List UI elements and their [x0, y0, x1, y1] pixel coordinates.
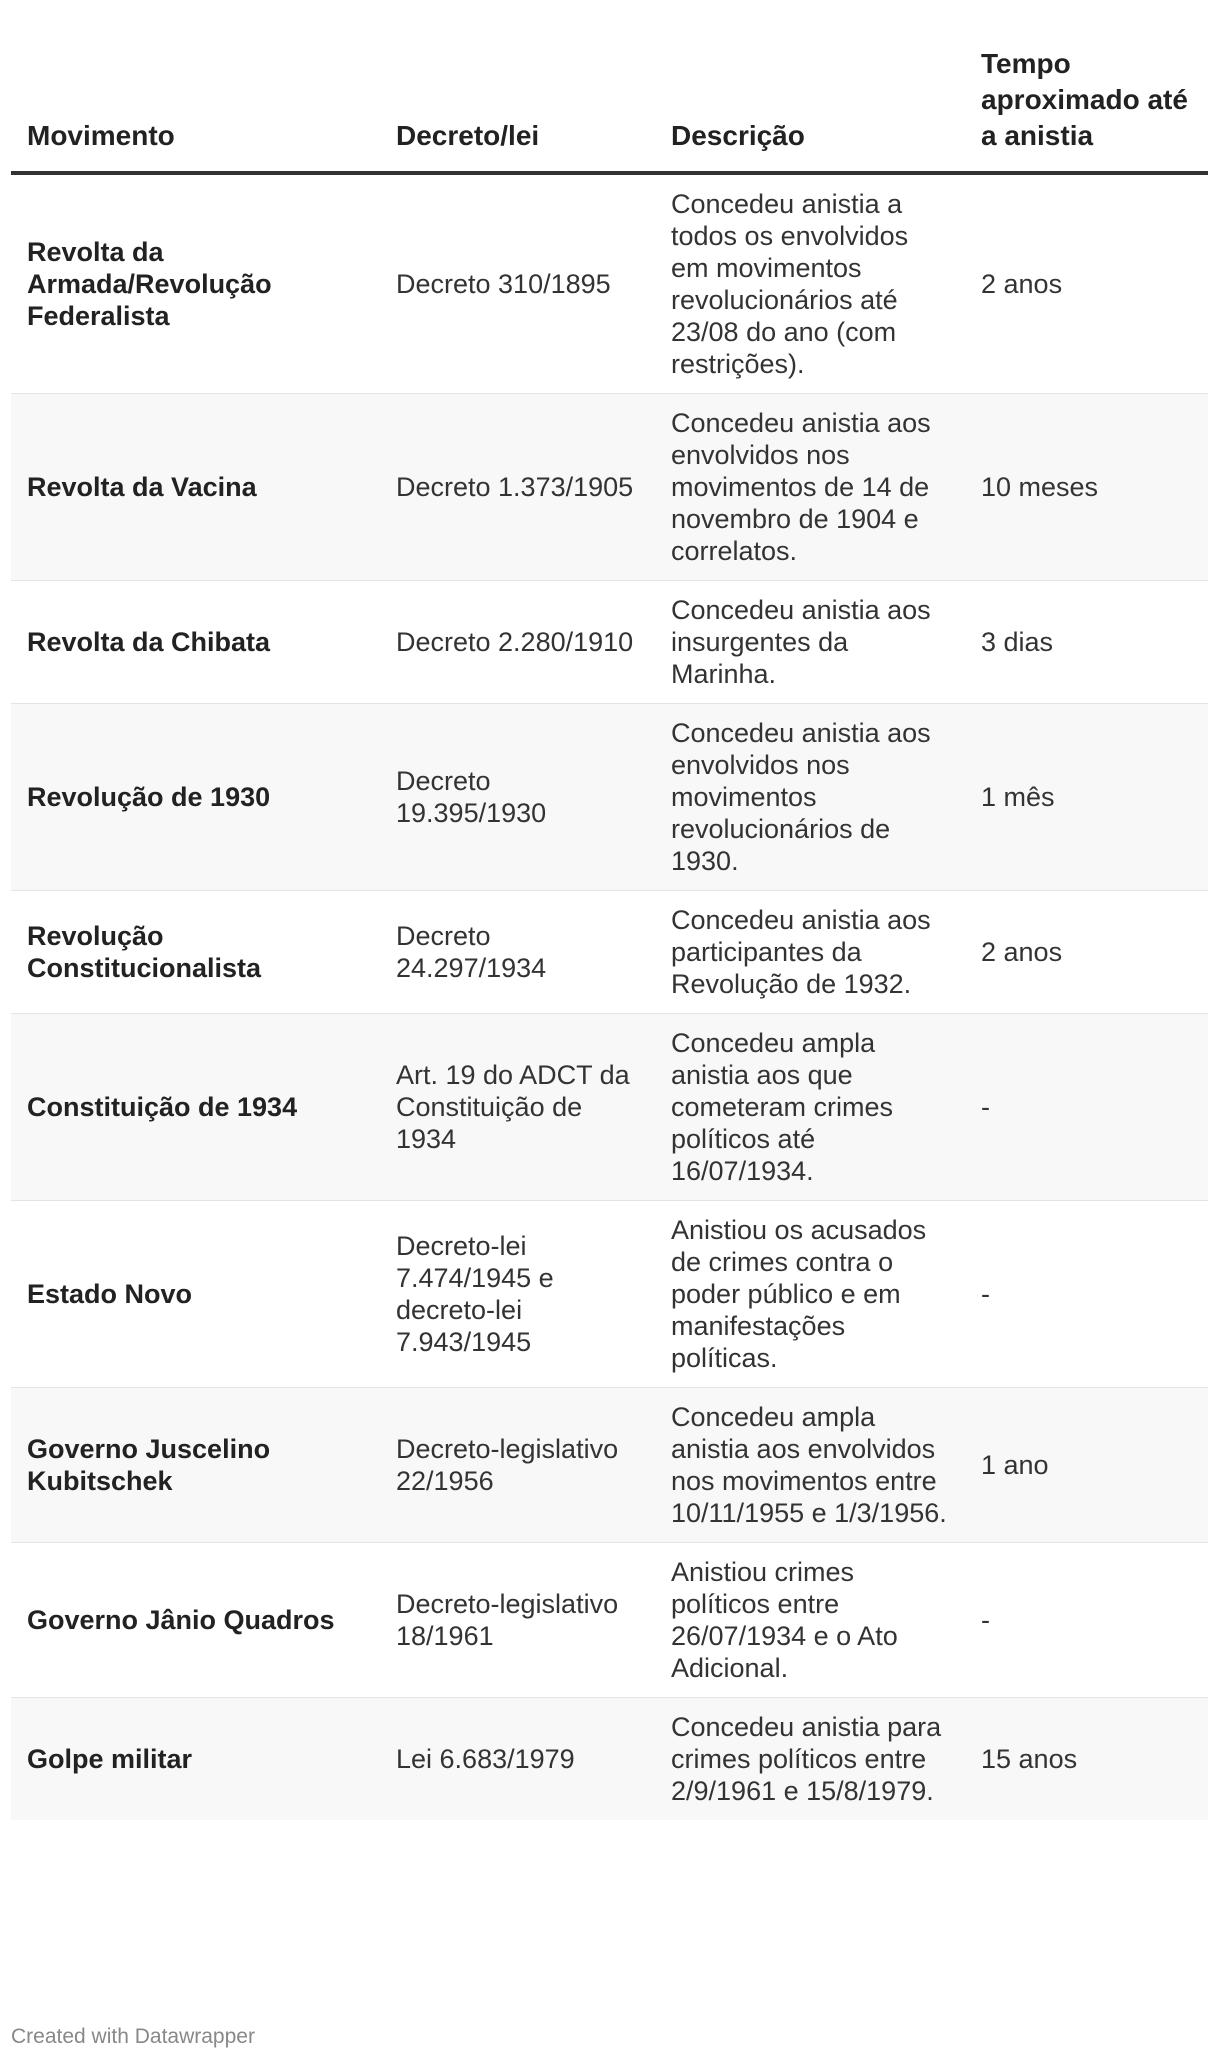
- table-row: [11, 1014, 1208, 1201]
- cell-movimento: Revolução de 1930: [11, 704, 380, 891]
- cell-movimento: Governo Juscelino Kubitschek: [11, 1388, 380, 1543]
- table-row: [11, 173, 1208, 394]
- cell-decreto: Decreto-legislativo 22/1956: [380, 1388, 655, 1543]
- cell-descricao: Concedeu anistia aos envolvidos nos movimentos de 14 de novembro de 1904 e correlatos.: [655, 394, 965, 581]
- cell-movimento: Revolta da Armada/Revolução Federalista: [11, 173, 380, 394]
- cell-tempo: 1 ano: [965, 1388, 1208, 1543]
- cell-movimento: Governo Jânio Quadros: [11, 1543, 380, 1698]
- header-descricao[interactable]: Descrição: [655, 36, 965, 173]
- table-header: [11, 36, 1208, 173]
- cell-descricao: Concedeu ampla anistia aos que cometeram crimes políticos até 16/07/1934.: [655, 1014, 965, 1201]
- cell-movimento: Revolta da Chibata: [11, 581, 380, 704]
- cell-tempo: -: [965, 1543, 1208, 1698]
- cell-descricao: Anistiou os acusados de crimes contra o poder público e em manifestações políticas.: [655, 1201, 965, 1388]
- table-row: [11, 394, 1208, 581]
- table-row: [11, 581, 1208, 704]
- header-decreto[interactable]: Decreto/lei: [380, 36, 655, 173]
- cell-movimento: Revolução Constitucionalista: [11, 891, 380, 1014]
- cell-tempo: 2 anos: [965, 891, 1208, 1014]
- cell-decreto: Decreto 1.373/1905: [380, 394, 655, 581]
- cell-decreto: Lei 6.683/1979: [380, 1698, 655, 1821]
- cell-decreto: Decreto 2.280/1910: [380, 581, 655, 704]
- anistia-table: [11, 36, 1208, 1820]
- cell-descricao: Concedeu ampla anistia aos envolvidos nos movimentos entre 10/11/1955 e 1/3/1956.: [655, 1388, 965, 1543]
- cell-descricao: Concedeu anistia aos insurgentes da Marinha.: [655, 581, 965, 704]
- cell-decreto: Decreto-legislativo 18/1961: [380, 1543, 655, 1698]
- cell-decreto: Decreto 19.395/1930: [380, 704, 655, 891]
- table-row: [11, 1543, 1208, 1698]
- cell-tempo: 1 mês: [965, 704, 1208, 891]
- header-movimento[interactable]: Movimento: [11, 36, 380, 173]
- cell-decreto: Art. 19 do ADCT da Constituição de 1934: [380, 1014, 655, 1201]
- cell-movimento: Constituição de 1934: [11, 1014, 380, 1201]
- cell-tempo: -: [965, 1201, 1208, 1388]
- cell-tempo: 10 meses: [965, 394, 1208, 581]
- table-row: [11, 704, 1208, 891]
- cell-tempo: -: [965, 1014, 1208, 1201]
- header-row: [11, 36, 1208, 173]
- cell-descricao: Concedeu anistia aos envolvidos nos movimentos revolucionários de 1930.: [655, 704, 965, 891]
- table-row: [11, 891, 1208, 1014]
- datawrapper-credit[interactable]: Created with Datawrapper: [11, 2025, 255, 2048]
- cell-movimento: Estado Novo: [11, 1201, 380, 1388]
- header-tempo[interactable]: Tempo aproximado até a anistia: [965, 36, 1208, 173]
- cell-decreto: Decreto-lei 7.474/1945 e decreto-lei 7.943/1945: [380, 1201, 655, 1388]
- cell-decreto: Decreto 24.297/1934: [380, 891, 655, 1014]
- cell-descricao: Concedeu anistia a todos os envolvidos em movimentos revolucionários até 23/08 do ano (com restrições).: [655, 173, 965, 394]
- cell-tempo: 2 anos: [965, 173, 1208, 394]
- cell-descricao: Concedeu anistia aos participantes da Revolução de 1932.: [655, 891, 965, 1014]
- table-row: [11, 1698, 1208, 1821]
- table-row: [11, 1388, 1208, 1543]
- cell-descricao: Anistiou crimes políticos entre 26/07/1934 e o Ato Adicional.: [655, 1543, 965, 1698]
- cell-descricao: Concedeu anistia para crimes políticos entre 2/9/1961 e 15/8/1979.: [655, 1698, 965, 1821]
- table-row: [11, 1201, 1208, 1388]
- cell-decreto: Decreto 310/1895: [380, 173, 655, 394]
- cell-movimento: Revolta da Vacina: [11, 394, 380, 581]
- cell-tempo: 15 anos: [965, 1698, 1208, 1821]
- cell-movimento: Golpe militar: [11, 1698, 380, 1821]
- table-body: [11, 173, 1208, 1820]
- cell-tempo: 3 dias: [965, 581, 1208, 704]
